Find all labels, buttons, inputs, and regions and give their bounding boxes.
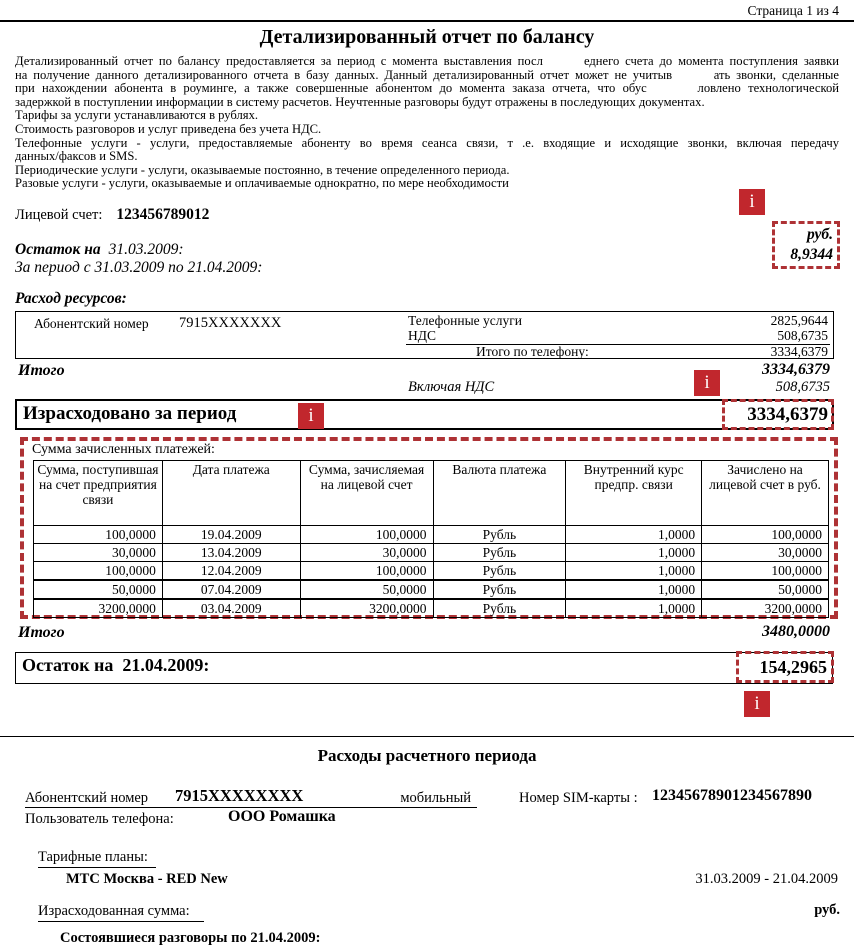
table-row — [34, 599, 829, 618]
opening-balance-date: 31.03.2009: — [108, 241, 184, 258]
resources-total-label: Итого — [18, 362, 65, 379]
cell-credited-rub: 100,0000 — [702, 562, 829, 581]
resource-row — [406, 329, 830, 346]
cell-amount-received: 100,0000 — [34, 562, 163, 581]
calls-made-label: Состоявшиеся разговоры по 21.04.2009: — [60, 930, 321, 945]
cell-payment-date: 07.04.2009 — [162, 580, 300, 599]
subscriber-number: 7915XXXXXXXX — [175, 786, 304, 805]
cell-amount-credited: 50,0000 — [300, 580, 433, 599]
spent-period-value: 3334,6379 — [722, 399, 834, 430]
cell-payment-date: 19.04.2009 — [162, 526, 300, 544]
currency-unit: руб. — [814, 902, 840, 918]
intro-line: Разовые услуги - услуги, оказываемые и оплачиваемые однократно, по мере необходимости — [15, 176, 509, 191]
intro-line: Тарифы за услуги устанавливаются в рублях. — [15, 108, 259, 123]
info-icon: i — [739, 189, 765, 215]
subscriber-number: 7915XXXXXXX — [179, 315, 282, 331]
intro-line: на получение данного детализированного отчета в базу данных. Данный детализированный отчет может не учитыв ать звонки, сделанные — [15, 67, 839, 82]
cell-amount-credited: 30,0000 — [300, 544, 433, 562]
phone-user-value: ООО Ромашка — [228, 808, 336, 825]
period-line: За период с 31.03.2009 по 21.04.2009: — [15, 259, 263, 276]
cell-amount-credited: 100,0000 — [300, 562, 433, 581]
intro-line: Телефонные услуги - услуги, предоставляемые абоненту во время сеанса связи, т .е. входящие и исходящие звонки, включая передачу — [15, 135, 839, 150]
tariff-plan-name: МТС Москва - RED New — [66, 871, 228, 887]
account-label: Лицевой счет: — [15, 207, 103, 223]
payments-header-cell: Дата платежа — [162, 461, 300, 526]
account-row — [15, 206, 209, 224]
cell-rate: 1,0000 — [566, 580, 702, 599]
closing-balance-box — [15, 652, 833, 684]
closing-balance-value: 154,2965 — [736, 651, 834, 683]
currency-unit: руб. — [806, 226, 833, 243]
opening-balance-box — [772, 221, 840, 269]
sim-label: Номер SIM-карты : — [519, 790, 638, 806]
payments-header-cell: Внутренний курс предпр. связи — [566, 461, 702, 526]
cell-payment-date: 12.04.2009 — [162, 562, 300, 581]
section-divider — [0, 736, 854, 737]
resources-section-label: Расход ресурсов: — [15, 290, 127, 307]
phone-user-label: Пользователь телефона: — [25, 811, 174, 827]
cell-currency: Рубль — [433, 562, 566, 581]
resources-amounts — [406, 314, 830, 360]
cell-rate: 1,0000 — [566, 599, 702, 618]
payments-header-cell: Зачислено на лицевой счет в руб. — [702, 461, 829, 526]
opening-balance-label: Остаток на — [15, 241, 101, 258]
cell-amount-received: 3200,0000 — [34, 599, 163, 618]
cell-credited-rub: 3200,0000 — [702, 599, 829, 618]
cell-payment-date: 03.04.2009 — [162, 599, 300, 618]
info-icon: i — [744, 691, 770, 717]
resource-row — [406, 314, 830, 329]
payments-section-label: Сумма зачисленных платежей: — [32, 442, 215, 457]
page-title: Детализированный отчет по балансу — [259, 26, 595, 48]
info-icon: i — [694, 370, 720, 396]
cell-rate: 1,0000 — [566, 562, 702, 581]
cell-currency: Рубль — [433, 526, 566, 544]
payments-table — [33, 460, 829, 618]
sim-number: 12345678901234567890 — [652, 787, 812, 804]
tariff-plans-label: Тарифные планы: — [38, 849, 156, 868]
intro-paragraph — [15, 55, 839, 191]
resource-value: 2825,9644 — [770, 313, 828, 328]
cell-amount-credited: 100,0000 — [300, 526, 433, 544]
payments-header-cell: Сумма, зачисляемая на лицевой счет — [300, 461, 433, 526]
cell-amount-received: 100,0000 — [34, 526, 163, 544]
intro-line: данных/факсов и SMS. — [15, 149, 138, 164]
resources-box — [15, 311, 834, 359]
subscriber-label: Абонентский номер — [34, 316, 149, 331]
intro-line: Периодические услуги - услуги, оказываемые постоянно, в течение определенного периода. — [15, 162, 510, 177]
cell-credited-rub: 50,0000 — [702, 580, 829, 599]
page-number: Страница 1 из 4 — [747, 3, 839, 18]
cell-rate: 1,0000 — [566, 544, 702, 562]
vat-value: 508,6735 — [775, 379, 830, 395]
intro-line: Стоимость разговоров и услуг приведена без учета НДС. — [15, 121, 322, 136]
resources-total-value: 3334,6379 — [762, 361, 830, 378]
cell-currency: Рубль — [433, 580, 566, 599]
resource-label: НДС — [408, 327, 436, 343]
subscriber-type: мобильный — [400, 790, 471, 806]
resource-value: 508,6735 — [777, 327, 828, 343]
subscriber-row — [25, 785, 477, 808]
spent-amount-label: Израсходованная сумма: — [38, 903, 204, 922]
info-icon: i — [298, 403, 324, 429]
account-number: 123456789012 — [116, 206, 210, 223]
table-row — [34, 562, 829, 581]
opening-balance-row — [15, 241, 184, 259]
spent-period-label: Израсходовано за период — [23, 403, 237, 424]
resource-total-row — [406, 345, 830, 360]
intro-line: при нахождении абонента в роуминге, а также совершенные абонентом до момента заказа отчета, что обус ловлено технологической — [15, 81, 839, 96]
table-row — [34, 580, 829, 599]
cell-currency: Рубль — [433, 599, 566, 618]
cell-rate: 1,0000 — [566, 526, 702, 544]
table-row — [34, 544, 829, 562]
payments-total-label: Итого — [18, 624, 65, 641]
resource-label: Итого по телефону: — [476, 344, 589, 359]
intro-line: Детализированный отчет по балансу предоставляется за период с момента выставления посл еднего счета до момента поступления заявки — [15, 54, 839, 68]
resource-value: 3334,6379 — [770, 344, 828, 359]
payments-section — [20, 437, 838, 619]
opening-balance-value: 8,9344 — [790, 246, 833, 263]
spent-period-bar — [15, 399, 834, 430]
payments-total-value: 3480,0000 — [762, 623, 830, 640]
expenses-section-title: Расходы расчетного периода — [317, 746, 537, 765]
payments-header-row — [34, 461, 829, 526]
table-row — [34, 526, 829, 544]
closing-balance-label: Остаток на 21.04.2009: — [22, 655, 210, 675]
cell-amount-received: 30,0000 — [34, 544, 163, 562]
intro-line: задержкой в поступлении информации в систему расчетов. Неучтенные разговоры будут отражены в последующих документах. — [15, 94, 705, 109]
tariff-period: 31.03.2009 - 21.04.2009 — [695, 871, 838, 887]
cell-amount-received: 50,0000 — [34, 580, 163, 599]
cell-credited-rub: 30,0000 — [702, 544, 829, 562]
vat-label: Включая НДС — [408, 379, 495, 395]
payments-header-cell: Валюта платежа — [433, 461, 566, 526]
resource-label: Телефонные услуги — [408, 313, 522, 328]
cell-payment-date: 13.04.2009 — [162, 544, 300, 562]
cell-amount-credited: 3200,0000 — [300, 599, 433, 618]
cell-credited-rub: 100,0000 — [702, 526, 829, 544]
payments-header-cell: Сумма, поступившая на счет предприятия связи — [34, 461, 163, 526]
subscriber-label: Абонентский номер — [25, 790, 149, 806]
header-divider — [0, 20, 854, 22]
cell-currency: Рубль — [433, 544, 566, 562]
